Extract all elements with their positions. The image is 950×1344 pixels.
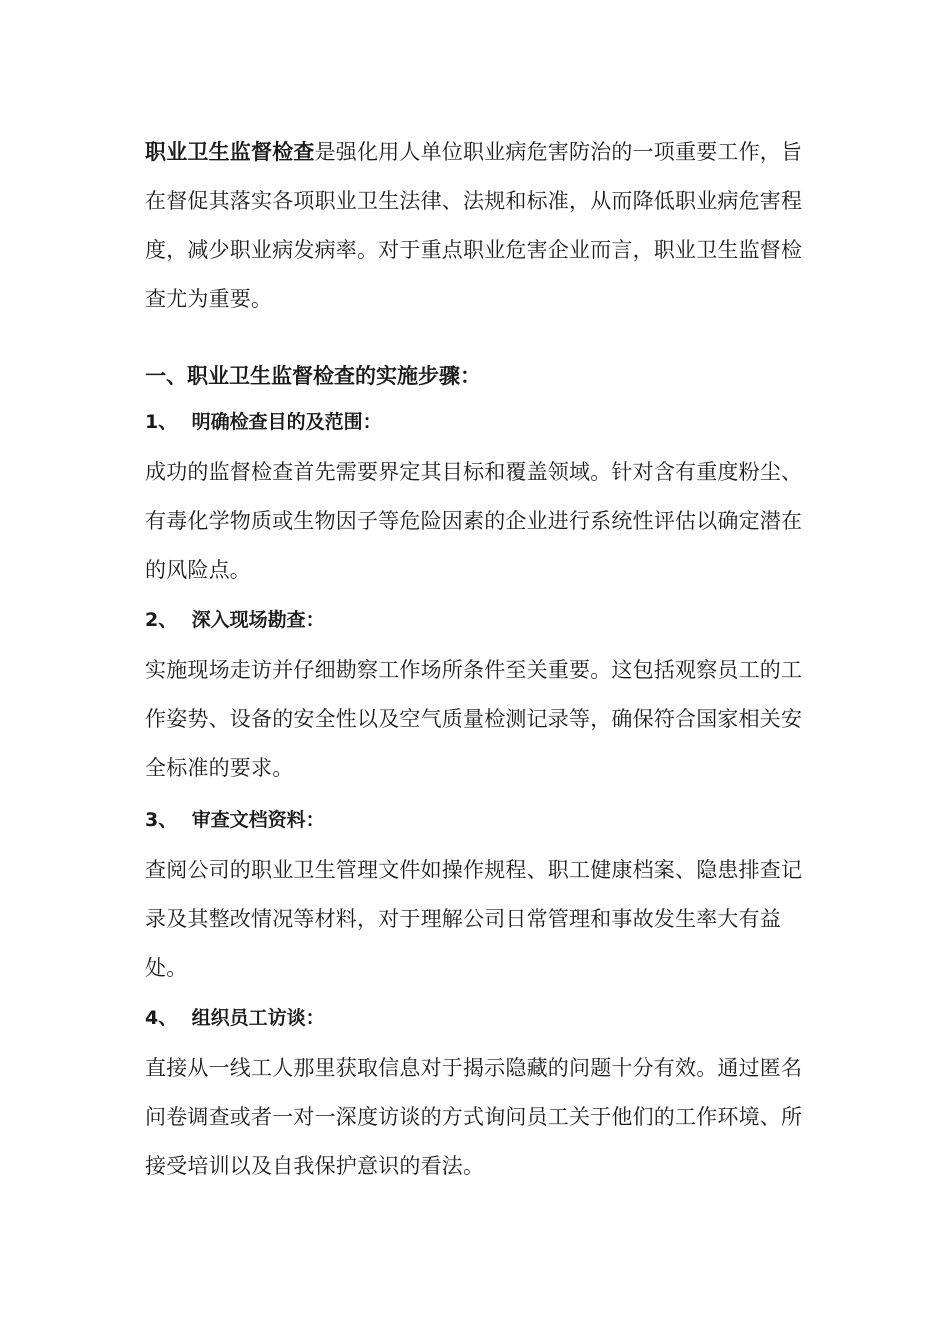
intro-paragraph — [145, 128, 815, 324]
step-3 — [145, 806, 815, 993]
step-title: 明确检查目的及范围： — [191, 411, 382, 433]
document-page — [145, 128, 815, 1178]
step-heading — [145, 408, 815, 436]
step-body: 成功的监督检查首先需要界定其目标和覆盖领域。针对含有重度粉尘、有毒化学物质或生物因子等危险因素的企业进行系统性评估以确定潜在的风险点。 — [145, 460, 803, 582]
section-heading: 一、职业卫生监督检查的实施步骤： — [145, 364, 481, 388]
step-title: 审查文档资料： — [191, 809, 325, 831]
step-title: 深入现场勘查： — [191, 609, 325, 631]
step-body: 实施现场走访并仔细勘察工作场所条件至关重要。这包括观察员工的工作姿势、设备的安全性以及空气质量检测记录等，确保符合国家相关安全标准的要求。 — [145, 658, 803, 780]
step-body: 查阅公司的职业卫生管理文件如操作规程、职工健康档案、隐患排查记录及其整改情况等材料，对于理解公司日常管理和事故发生率大有益处。 — [145, 858, 803, 980]
step-number: 3、 — [145, 809, 178, 831]
step-heading — [145, 806, 815, 834]
step-number: 2、 — [145, 609, 178, 631]
step-1 — [145, 408, 815, 595]
step-4 — [145, 1004, 815, 1191]
step-title: 组织员工访谈： — [191, 1007, 325, 1029]
step-2 — [145, 606, 815, 793]
intro-lead: 职业卫生监督检查 — [145, 140, 315, 164]
step-number: 1、 — [145, 411, 178, 433]
intro-text: 是强化用人单位职业病危害防治的一项重要工作，旨在督促其落实各项职业卫生法律、法规和标准，从而降低职业病危害程度，减少职业病发病率。对于重点职业危害企业而言，职业卫生监督检查尤为重要。 — [145, 140, 803, 311]
step-body: 直接从一线工人那里获取信息对于揭示隐藏的问题十分有效。通过匿名问卷调查或者一对一深度访谈的方式询问员工关于他们的工作环境、所接受培训以及自我保护意识的看法。 — [145, 1056, 803, 1178]
step-heading — [145, 606, 815, 634]
step-heading — [145, 1004, 815, 1032]
step-number: 4、 — [145, 1007, 178, 1029]
